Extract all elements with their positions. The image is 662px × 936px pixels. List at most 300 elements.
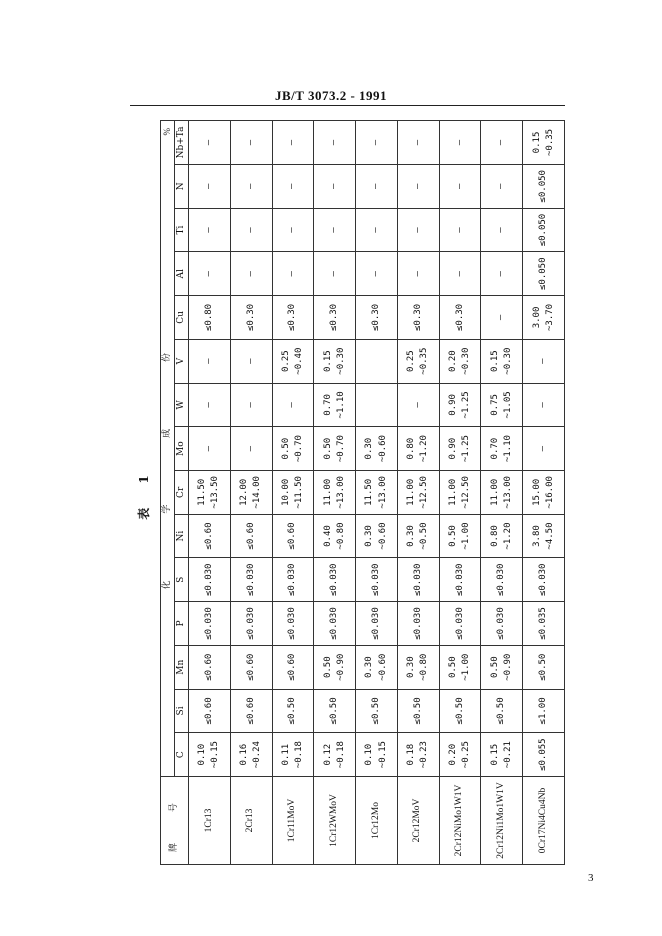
value-cell xyxy=(356,296,398,340)
cell-value: 3.00 xyxy=(531,306,542,329)
cell-value: ~0.70 xyxy=(294,435,304,463)
value-cell xyxy=(314,164,356,208)
table-row xyxy=(189,121,231,865)
value-cell xyxy=(356,558,398,602)
cell-value: 0.18 xyxy=(406,743,417,766)
cell-value: — xyxy=(496,271,507,277)
cell-value: 0.20 xyxy=(448,350,459,373)
cell-value: ≤0.60 xyxy=(245,697,256,725)
table-row xyxy=(314,121,356,865)
value-cell xyxy=(481,558,523,602)
cell-value: ≤0.035 xyxy=(538,607,549,640)
grade-cell: 2Cr13 xyxy=(230,777,272,865)
value-cell xyxy=(356,602,398,646)
value-cell xyxy=(439,514,481,558)
value-cell xyxy=(356,733,398,777)
cell-value: 0.10 xyxy=(197,743,208,766)
value-cell xyxy=(523,121,565,165)
cell-value: ≤0.50 xyxy=(538,653,549,681)
cell-value: 0.15 xyxy=(531,131,542,154)
value-cell xyxy=(272,689,314,733)
cell-value: ~0.60 xyxy=(377,435,388,463)
cell-value: ≤0.050 xyxy=(538,257,549,290)
cell-value: — xyxy=(454,227,465,233)
cell-value: — xyxy=(371,227,382,233)
cell-value: ≤0.60 xyxy=(245,522,256,550)
cell-value: — xyxy=(287,227,298,233)
grade-cell: 0Cr17Ni4Cu4Nb xyxy=(523,777,565,865)
cell-value: — xyxy=(371,271,382,277)
value-cell xyxy=(439,645,481,689)
value-cell xyxy=(272,733,314,777)
cell-value: 0.90 xyxy=(448,394,459,416)
cell-value: ≤0.030 xyxy=(496,607,507,640)
value-cell xyxy=(523,558,565,602)
value-cell xyxy=(481,602,523,646)
cell-value: 0.30 xyxy=(406,656,417,679)
cell-value: — xyxy=(329,183,340,190)
cell-value: — xyxy=(371,139,382,146)
cell-value: 0.80 xyxy=(489,525,500,547)
cell-value: ≤0.030 xyxy=(454,563,465,597)
cell-value: — xyxy=(538,445,549,452)
cell-value: 0.30 xyxy=(364,656,375,679)
cell-value: ~0.15 xyxy=(377,741,388,769)
cell-value: ~0.21 xyxy=(502,741,513,769)
table-rotator xyxy=(130,120,565,865)
value-cell xyxy=(272,514,314,558)
cell-value: 0.10 xyxy=(364,743,375,766)
value-cell xyxy=(523,296,565,340)
cell-value: 11.50 xyxy=(197,478,208,506)
value-cell xyxy=(481,383,523,427)
value-cell xyxy=(356,121,398,165)
cell-value: — xyxy=(245,358,256,364)
value-cell xyxy=(397,296,439,340)
cell-value: — xyxy=(287,183,298,190)
cell-value: ~13.00 xyxy=(502,476,513,509)
value-cell xyxy=(397,558,439,602)
value-cell xyxy=(481,252,523,296)
value-cell xyxy=(189,208,231,252)
value-cell xyxy=(314,602,356,646)
cell-value: ~1.25 xyxy=(461,391,472,419)
value-cell xyxy=(314,514,356,558)
value-cell xyxy=(314,733,356,777)
cell-value: 15.00 xyxy=(531,478,542,506)
grade-cell: 1Cr13 xyxy=(189,777,231,865)
value-cell xyxy=(272,470,314,514)
cell-value: ≤0.30 xyxy=(329,303,340,331)
element-header-cell: V xyxy=(175,339,189,383)
value-cell xyxy=(189,383,231,427)
cell-value: — xyxy=(454,271,465,277)
table-row xyxy=(481,121,523,865)
value-cell xyxy=(230,733,272,777)
cell-value: — xyxy=(412,227,423,233)
element-header-cell: Mo xyxy=(175,427,189,471)
cell-value: ≤0.30 xyxy=(454,303,465,331)
value-cell xyxy=(523,733,565,777)
cell-value: — xyxy=(412,183,423,190)
cell-value: — xyxy=(329,139,340,146)
value-cell xyxy=(356,252,398,296)
cell-value: — xyxy=(245,445,256,452)
cell-value: ~0.90 xyxy=(335,653,346,681)
value-cell xyxy=(397,339,439,383)
value-cell xyxy=(481,208,523,252)
element-header-cell: W xyxy=(175,383,189,427)
value-cell xyxy=(189,296,231,340)
value-cell xyxy=(230,558,272,602)
element-header-cell: C xyxy=(175,733,189,777)
cell-value: ≤0.50 xyxy=(412,697,423,725)
cell-value: — xyxy=(287,402,298,408)
value-cell xyxy=(439,296,481,340)
value-cell xyxy=(439,558,481,602)
value-cell xyxy=(230,602,272,646)
cell-value: ≤0.50 xyxy=(329,697,340,725)
value-cell xyxy=(314,296,356,340)
value-cell xyxy=(272,645,314,689)
cell-value: ≤0.60 xyxy=(287,653,298,681)
composition-header-text: 化 学 成 份 xyxy=(162,320,172,590)
cell-value: 0.15 xyxy=(489,743,500,766)
value-cell xyxy=(272,296,314,340)
value-cell xyxy=(523,427,565,471)
cell-value: — xyxy=(329,271,340,277)
cell-value: ≤0.050 xyxy=(538,170,549,203)
cell-value: ≤0.60 xyxy=(203,653,214,681)
value-cell xyxy=(356,427,398,471)
grade-cell: 2Cr12MoV xyxy=(397,777,439,865)
cell-value: 0.70 xyxy=(489,437,500,460)
value-cell xyxy=(439,164,481,208)
cell-value: — xyxy=(496,227,507,233)
composition-table xyxy=(130,120,565,865)
cell-value: ≤0.030 xyxy=(412,607,423,640)
value-cell xyxy=(189,558,231,602)
element-header-cell: Cr xyxy=(175,470,189,514)
cell-value: 0.16 xyxy=(239,743,250,766)
cell-value: ~0.80 xyxy=(419,653,430,681)
cell-value: ≤0.030 xyxy=(329,607,340,640)
cell-value: 0.50 xyxy=(322,656,333,679)
element-header-cell: Nb+Ta xyxy=(175,121,189,165)
cell-value: ~0.25 xyxy=(461,741,472,769)
value-cell xyxy=(481,514,523,558)
cell-value: 0.30 xyxy=(364,525,375,547)
element-header-cell: Ti xyxy=(175,208,189,252)
cell-value: ~1.05 xyxy=(502,391,513,419)
header-group-row xyxy=(161,121,175,865)
element-header-cell: N xyxy=(175,164,189,208)
cell-value: ≤0.60 xyxy=(287,522,298,550)
cell-value: ~0.35 xyxy=(544,128,555,157)
cell-value: ≤0.50 xyxy=(496,697,507,725)
cell-value: 12.00 xyxy=(239,478,250,506)
value-cell xyxy=(397,208,439,252)
value-cell xyxy=(439,208,481,252)
value-cell xyxy=(272,558,314,602)
cell-value: — xyxy=(412,402,423,408)
cell-value: 3.80 xyxy=(531,525,542,547)
grade-cell: 1Cr12WMoV xyxy=(314,777,356,865)
value-cell xyxy=(272,602,314,646)
cell-value: ~11.50 xyxy=(294,476,304,509)
cell-value: — xyxy=(329,227,340,233)
cell-value: — xyxy=(496,139,507,146)
value-cell xyxy=(397,427,439,471)
cell-value: ~12.50 xyxy=(419,476,430,509)
cell-value: ~13.50 xyxy=(210,476,221,509)
value-cell xyxy=(523,208,565,252)
cell-value: ~3.70 xyxy=(544,303,555,331)
value-cell xyxy=(481,339,523,383)
value-cell xyxy=(230,514,272,558)
value-cell xyxy=(356,208,398,252)
value-cell xyxy=(523,252,565,296)
table-title-cell xyxy=(130,121,161,865)
cell-value: ≤0.050 xyxy=(538,213,549,247)
value-cell xyxy=(523,689,565,733)
table-row xyxy=(230,121,272,865)
composition-group-header xyxy=(161,121,175,777)
cell-value: 0.12 xyxy=(322,743,333,766)
cell-value: 0.50 xyxy=(448,656,459,679)
value-cell xyxy=(314,383,356,427)
cell-value: 11.00 xyxy=(406,478,417,506)
cell-value: ~12.50 xyxy=(461,476,472,509)
cell-value: ≤0.030 xyxy=(371,563,382,597)
cell-value: ≤0.030 xyxy=(371,607,382,640)
grade-cell: 1Cr12Mo xyxy=(356,777,398,865)
rotated-table-area xyxy=(130,120,565,865)
value-cell xyxy=(189,164,231,208)
cell-value: ~13.00 xyxy=(377,476,388,509)
value-cell xyxy=(523,339,565,383)
cell-value: ~0.50 xyxy=(419,522,430,550)
value-cell xyxy=(397,121,439,165)
value-cell xyxy=(397,470,439,514)
value-cell xyxy=(523,383,565,427)
table-row xyxy=(523,121,565,865)
header-rule xyxy=(130,105,565,106)
element-header-cell: Cu xyxy=(175,296,189,340)
cell-value: ~1.20 xyxy=(419,435,430,463)
table-row xyxy=(397,121,439,865)
value-cell xyxy=(523,164,565,208)
cell-value: ≤0.30 xyxy=(287,303,298,331)
value-cell xyxy=(314,689,356,733)
value-cell xyxy=(314,339,356,383)
cell-value: 0.15 xyxy=(489,350,500,373)
value-cell xyxy=(523,602,565,646)
page-number: 3 xyxy=(588,872,594,884)
value-cell xyxy=(230,252,272,296)
value-cell xyxy=(397,514,439,558)
value-cell xyxy=(314,558,356,602)
cell-value: — xyxy=(412,139,423,146)
cell-value: — xyxy=(496,183,507,190)
value-cell xyxy=(230,689,272,733)
cell-value: — xyxy=(203,402,214,408)
cell-value: ≤0.50 xyxy=(371,697,382,725)
value-cell xyxy=(314,470,356,514)
cell-value: 0.50 xyxy=(280,437,291,460)
cell-value: ~0.30 xyxy=(461,347,472,375)
cell-value: ≤0.030 xyxy=(245,607,256,640)
value-cell xyxy=(230,208,272,252)
cell-value: — xyxy=(203,271,214,277)
cell-value: — xyxy=(371,183,382,190)
cell-value: ~0.18 xyxy=(294,741,304,769)
cell-value: ~0.40 xyxy=(294,347,304,375)
cell-value: ~0.30 xyxy=(335,347,346,375)
cell-value: — xyxy=(287,271,298,277)
value-cell xyxy=(523,645,565,689)
value-cell xyxy=(189,645,231,689)
value-cell xyxy=(397,164,439,208)
cell-value: ~0.80 xyxy=(335,522,346,550)
table-row xyxy=(439,121,481,865)
value-cell xyxy=(272,427,314,471)
value-cell xyxy=(314,645,356,689)
cell-value: ≤0.030 xyxy=(203,563,214,597)
cell-value: ~0.30 xyxy=(502,347,513,375)
cell-value: 11.00 xyxy=(322,478,333,506)
cell-value: 0.15 xyxy=(322,350,333,373)
value-cell xyxy=(189,514,231,558)
value-cell xyxy=(272,252,314,296)
value-cell xyxy=(189,427,231,471)
value-cell xyxy=(272,121,314,165)
cell-value: ≤0.30 xyxy=(412,303,423,331)
value-cell xyxy=(356,339,398,383)
cell-value: 0.40 xyxy=(322,525,333,547)
cell-value: 0.11 xyxy=(280,743,291,766)
cell-value: 0.50 xyxy=(489,656,500,679)
cell-value: 11.00 xyxy=(448,478,459,506)
cell-value: ≤0.030 xyxy=(412,563,423,597)
cell-value: ≤1.00 xyxy=(538,697,549,725)
value-cell xyxy=(397,645,439,689)
value-cell xyxy=(356,645,398,689)
value-cell xyxy=(523,470,565,514)
cell-value: ~0.60 xyxy=(377,653,388,681)
value-cell xyxy=(272,383,314,427)
value-cell xyxy=(439,252,481,296)
cell-value: 10.00 xyxy=(280,478,291,506)
cell-value: — xyxy=(245,183,256,190)
cell-value: — xyxy=(203,445,214,452)
value-cell xyxy=(230,383,272,427)
value-cell xyxy=(314,252,356,296)
cell-value: ≤0.030 xyxy=(496,563,507,597)
grade-cell: 2Cr12NiMo1W1V xyxy=(439,777,481,865)
cell-value: ≤0.030 xyxy=(245,563,256,597)
cell-value: — xyxy=(203,227,214,233)
cell-value: ~0.35 xyxy=(419,347,430,375)
cell-value: ≤0.030 xyxy=(203,607,214,640)
value-cell xyxy=(523,514,565,558)
cell-value: ~0.23 xyxy=(419,741,430,769)
cell-value: ≤0.30 xyxy=(245,303,256,331)
element-header-cell: Si xyxy=(175,689,189,733)
cell-value: — xyxy=(245,402,256,408)
cell-value: 0.50 xyxy=(322,437,333,460)
cell-value: ~1.25 xyxy=(461,435,472,463)
element-header-cell: Al xyxy=(175,252,189,296)
value-cell xyxy=(314,121,356,165)
cell-value: ~0.24 xyxy=(252,741,263,769)
cell-value: ≤0.60 xyxy=(203,697,214,725)
value-cell xyxy=(230,339,272,383)
cell-value: ~0.18 xyxy=(335,741,346,769)
value-cell xyxy=(356,514,398,558)
value-cell xyxy=(189,602,231,646)
cell-value: 0.20 xyxy=(448,743,459,766)
grade-cell: 1Cr11MoV xyxy=(272,777,314,865)
element-header-row xyxy=(175,121,189,865)
value-cell xyxy=(481,121,523,165)
value-cell xyxy=(439,602,481,646)
cell-value: ~0.15 xyxy=(210,741,221,769)
cell-value: ~1.00 xyxy=(461,653,472,681)
value-cell xyxy=(439,339,481,383)
cell-value: ≤0.60 xyxy=(245,653,256,681)
cell-value: ~0.70 xyxy=(335,435,346,463)
cell-value: ≤0.055 xyxy=(538,738,549,771)
cell-value: 0.80 xyxy=(406,437,417,460)
cell-value: 11.50 xyxy=(364,478,375,506)
value-cell xyxy=(481,296,523,340)
cell-value: ≤0.30 xyxy=(371,303,382,331)
element-header-cell: S xyxy=(175,558,189,602)
cell-value: ~0.90 xyxy=(502,653,513,681)
value-cell xyxy=(397,252,439,296)
value-cell xyxy=(230,427,272,471)
value-cell xyxy=(356,383,398,427)
value-cell xyxy=(230,296,272,340)
value-cell xyxy=(314,427,356,471)
cell-value: — xyxy=(496,314,507,321)
value-cell xyxy=(481,689,523,733)
value-cell xyxy=(481,645,523,689)
value-cell xyxy=(230,121,272,165)
cell-value: 11.00 xyxy=(489,478,500,506)
value-cell xyxy=(272,339,314,383)
value-cell xyxy=(230,164,272,208)
value-cell xyxy=(397,383,439,427)
element-header-cell: Mn xyxy=(175,645,189,689)
cell-value: — xyxy=(203,183,214,190)
element-header-cell: P xyxy=(175,602,189,646)
cell-value: ≤0.030 xyxy=(329,563,340,597)
cell-value: ≤0.030 xyxy=(287,563,298,597)
cell-value: — xyxy=(287,139,298,146)
table-row xyxy=(272,121,314,865)
value-cell xyxy=(481,470,523,514)
value-cell xyxy=(272,208,314,252)
value-cell xyxy=(481,427,523,471)
cell-value: — xyxy=(245,139,256,146)
cell-value: ≤0.030 xyxy=(454,607,465,640)
cell-value: 0.30 xyxy=(364,437,375,460)
value-cell xyxy=(189,733,231,777)
table-title: 表 1 xyxy=(137,465,152,520)
cell-value: — xyxy=(203,139,214,146)
